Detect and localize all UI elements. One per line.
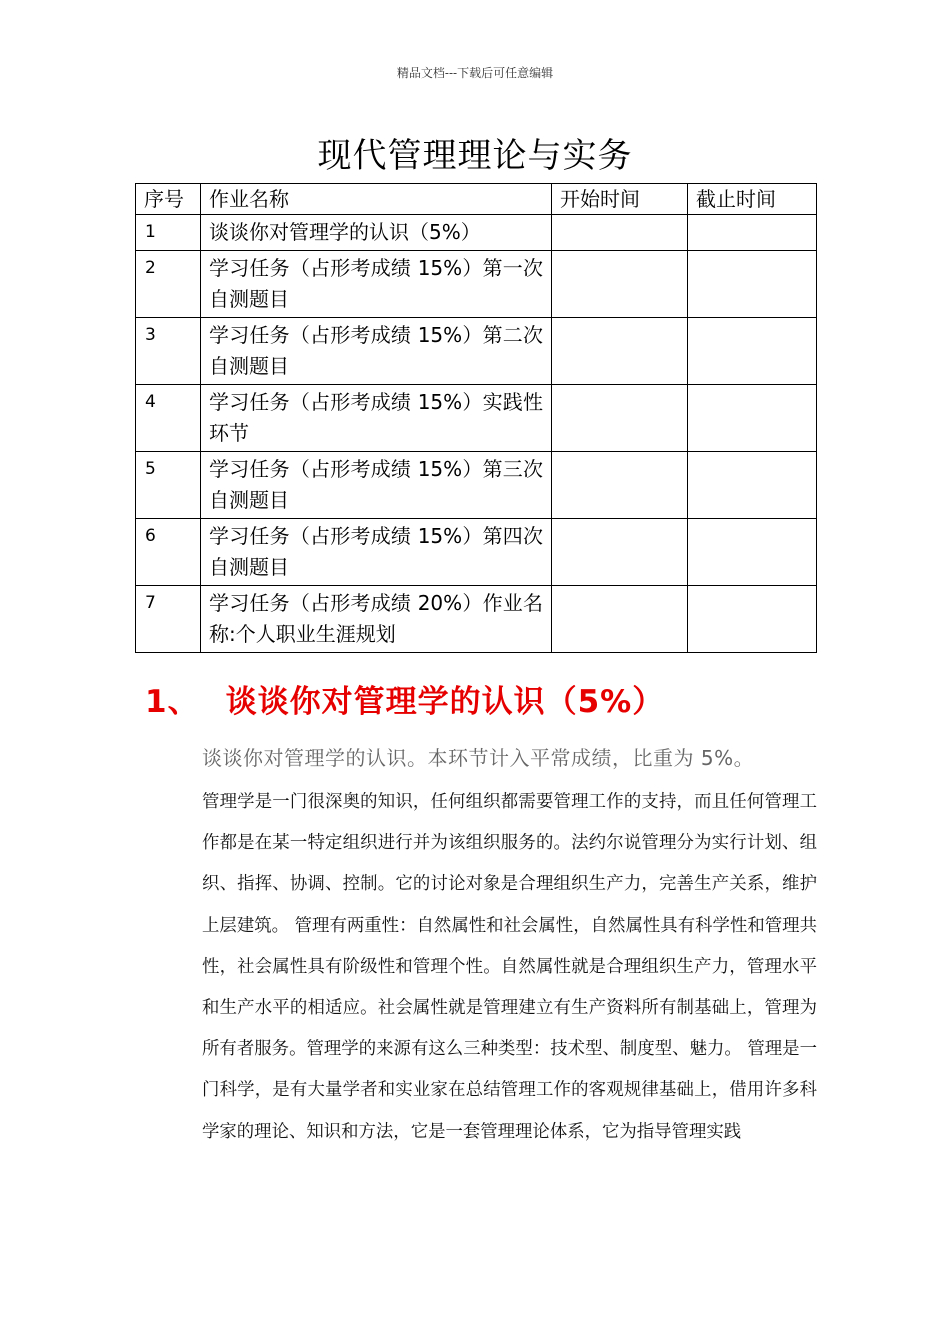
- header-start-time: 开始时间: [552, 184, 688, 215]
- section-title: 谈谈你对管理学的认识（5%）: [225, 684, 665, 720]
- end-time-cell: [688, 215, 817, 251]
- table-row: [136, 251, 817, 318]
- end-time-cell: [688, 251, 817, 318]
- table-row: [136, 519, 817, 586]
- row-number: 4: [136, 385, 201, 452]
- header-no: 序号: [136, 184, 201, 215]
- start-time-cell: [552, 385, 688, 452]
- start-time-cell: [552, 251, 688, 318]
- start-time-cell: [552, 452, 688, 519]
- table-header-row: [136, 184, 817, 215]
- header-end-time: 截止时间: [688, 184, 817, 215]
- row-number: 6: [136, 519, 201, 586]
- start-time-cell: [552, 215, 688, 251]
- start-time-cell: [552, 318, 688, 385]
- assignment-name: 学习任务（占形考成绩 15%）第三次自测题目: [201, 452, 552, 519]
- row-number: 5: [136, 452, 201, 519]
- table-row: [136, 586, 817, 653]
- end-time-cell: [688, 385, 817, 452]
- start-time-cell: [552, 519, 688, 586]
- row-number: 2: [136, 251, 201, 318]
- document-title: 现代管理理论与实务: [317, 136, 633, 176]
- row-number: 3: [136, 318, 201, 385]
- table-row: [136, 385, 817, 452]
- end-time-cell: [688, 452, 817, 519]
- start-time-cell: [552, 586, 688, 653]
- assignment-table: [135, 183, 817, 653]
- end-time-cell: [688, 586, 817, 653]
- assignment-name: 谈谈你对管理学的认识（5%）: [201, 215, 552, 251]
- table-row: [136, 215, 817, 251]
- section-heading: [145, 676, 845, 721]
- end-time-cell: [688, 318, 817, 385]
- row-number: 7: [136, 586, 201, 653]
- section-body-paragraph: 管理学是一门很深奥的知识，任何组织都需要管理工作的支持，而且任何管理工作都是在某一特定组织进行并为该组织服务的。法约尔说管理分为实行计划、组织、指挥、协调、控制。它的讨论对象是合理组织生产力，完善生产关系，维护上层建筑。 管理有两重性：自然属性和社会属性，自然属性具有科学性和管理共性，社会属性具有阶级性和管理个性。自然属性就是合理组织生产力，管理水平和生产水平的相适应。社会属性就是管理建立有生产资料所有制基础上，管理为所有者服务。管理学的来源有这么三种类型：技术型、制度型、魅力。 管理是一门科学，是有大量学者和实业家在总结管理工作的客观规律基础上，借用许多科学家的理论、知识和方法，它是一套管理理论体系，它为指导管理实践: [202, 792, 817, 1142]
- assignment-name: 学习任务（占形考成绩 20%）作业名称:个人职业生涯规划: [201, 586, 552, 653]
- table-row: [136, 318, 817, 385]
- section-intro: 谈谈你对管理学的认识。本环节计入平常成绩，比重为 5%。: [202, 746, 755, 770]
- table-row: [136, 452, 817, 519]
- header-name: 作业名称: [201, 184, 552, 215]
- assignment-name: 学习任务（占形考成绩 15%）第四次自测题目: [201, 519, 552, 586]
- assignment-name: 学习任务（占形考成绩 15%）第二次自测题目: [201, 318, 552, 385]
- header-note: 精品文档---下载后可任意编辑: [396, 66, 554, 80]
- end-time-cell: [688, 519, 817, 586]
- row-number: 1: [136, 215, 201, 251]
- section-number: 1、: [145, 684, 200, 720]
- assignment-name: 学习任务（占形考成绩 15%）第一次自测题目: [201, 251, 552, 318]
- assignment-name: 学习任务（占形考成绩 15%）实践性环节: [201, 385, 552, 452]
